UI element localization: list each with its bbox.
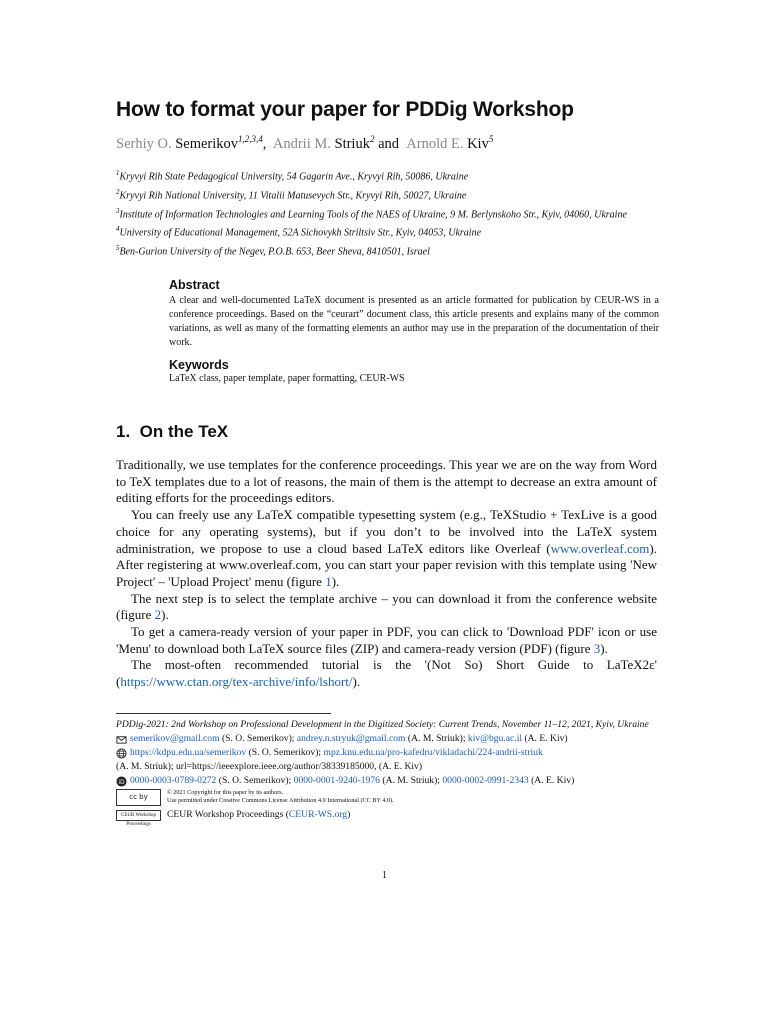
keywords-text: LaTeX class, paper template, paper formatting, CEUR-WS (169, 373, 405, 384)
figure-3-ref[interactable]: 3 (593, 640, 601, 656)
lshort-link[interactable]: https://www.ctan.org/tex-archive/info/lshort/ (120, 674, 353, 690)
affiliation-4: $^4$University of Educational Management, 52A Sichovykh Striltsiv Str., Kyiv, 04053, Ukraine (116, 225, 482, 239)
email-link-1[interactable]: semerikov@gmail.com (130, 733, 220, 744)
author-1: Serhiy O. Semerikov$^{1,2,3,4}$ (116, 134, 263, 152)
email-icon (116, 734, 127, 745)
web-link-1[interactable]: https://kdpu.edu.ua/semerikov (130, 747, 247, 758)
figure-2-ref[interactable]: 2 (154, 607, 162, 623)
email-link-2[interactable]: andrey.n.stryuk@gmail.com (296, 733, 406, 744)
email-link-3[interactable]: kiv@bgu.ac.il (467, 733, 523, 744)
ceur-logo: CEUR Workshop Proceedings (116, 810, 161, 821)
author-list: Serhiy O. Semerikov$^{1,2,3,4}$, Andrii M. Striuk$^2$ and Arnold E. Kiv$^5$ (116, 134, 494, 152)
abstract-text: A clear and well-documented LaTeX document is presented as an article formatted for publication by CEUR-WS in a conference proceedings. Based on the “ceurart” document class, this article presents and explains many of the common variations, as well as many of the formatting elements an author may use in the preparation of the documentation of their work. (169, 295, 659, 348)
affiliation-5: $^5$Ben-Gurion University of the Negev, P.O.B. 653, Beer Sheva, 8410501, Israel (116, 244, 430, 258)
web-row: https://kdpu.edu.ua/semerikov (S. O. Semerikov); mpz.knu.edu.ua/pro-kafedru/vikladachi/224-andrii-striuk (116, 746, 661, 760)
affiliation-3: $^3$Institute of Information Technologies and Learning Tools of the NAES of Ukraine, 9 M. Berlynskoho Str., Kyiv, 04060, Ukraine (116, 206, 627, 220)
email-row: semerikov@gmail.com (S. O. Semerikov); andrey.n.stryuk@gmail.com (A. M. Striuk); kiv@bgu.ac.il (A. E. Kiv) (116, 732, 661, 746)
abstract-heading: Abstract (169, 278, 220, 292)
cc-by-badge: cc by (116, 789, 161, 806)
paragraph-5: The most-often recommended tutorial is the '(Not So) Short Guide to LaTeX2ε' (https://www.ctan.org/tex-archive/info/lshort/). (116, 657, 657, 690)
orcid-link-3[interactable]: 0000-0002-0991-2343 (442, 775, 529, 786)
author-3: Arnold E. Kiv$^5$ (406, 134, 494, 152)
affiliation-1: $^1$Kryvyi Rih State Pedagogical University, 54 Gagarin Ave., Kryvyi Rih, 50086, Ukraine (116, 169, 469, 183)
svg-text:iD: iD (118, 778, 125, 786)
orcid-link-1[interactable]: 0000-0003-0789-0272 (130, 775, 217, 786)
section-heading: 1. On the TeX (116, 422, 229, 441)
license-row (116, 789, 661, 806)
paragraph-4: To get a camera-ready version of your paper in PDF, you can click to 'Download PDF' icon or use 'Menu' to download both LaTeX source files (ZIP) and camera-ready version (PDF) (figure 3). (116, 624, 657, 656)
web-link-2[interactable]: mpz.knu.edu.ua/pro-kafedru/vikladachi/224-andrii-striuk (323, 747, 543, 758)
footnote (116, 718, 661, 827)
keywords-heading: Keywords (169, 358, 229, 372)
orcid-icon (116, 776, 127, 787)
affiliations (116, 166, 661, 260)
orcid-link-2[interactable]: 0000-0001-9240-1976 (293, 775, 380, 786)
body-text (116, 457, 657, 691)
page-number: 1 (382, 870, 387, 881)
globe-icon (116, 748, 127, 759)
affiliation-2: $^2$Kryvyi Rih National University, 11 Vitalii Matusevych Str., Kryvyi Rih, 50027, Ukraine (116, 187, 467, 202)
paragraph-1: Traditionally, we use templates for the conference proceedings. This year we are on the way from Word to TeX templates due to a lot of reasons, the main of them is the attempt to decrease an extra amount of editing efforts for the proceedings editors. (116, 457, 657, 506)
keywords-block (169, 358, 659, 384)
figure-1-ref[interactable]: 1 (325, 573, 332, 589)
orcid-row: iD 0000-0003-0789-0272 (S. O. Semerikov); 0000-0001-9240-1976 (A. M. Striuk); 0000-0002-0991-2343 (A. E. Kiv) (116, 774, 661, 788)
paper-title: How to format your paper for PDDig Workshop (116, 98, 574, 121)
license-text: © 2021 Copyright for this paper by its authors. Use permitted under Creative Commons License Attribution 4.0 International (CC BY 4.0). (167, 789, 394, 804)
abstract-block (169, 278, 659, 384)
ceur-link[interactable]: CEUR-WS.org (288, 809, 348, 820)
author-2: Andrii M. Striuk$^2$ (272, 134, 375, 152)
paragraph-2: You can freely use any LaTeX compatible typesetting system (e.g., TeXStudio + TexLive is a good choice for any operating systems), but if you don’t to be involved into the LaTeX system administration, we propose to use a cloud based LaTeX editors like Overleaf (www.overleaf.com). After registering at www.overleaf.com, you can start your paper revision with this template using 'New Project' – 'Upload Project' menu (figure 1). (116, 507, 657, 589)
overleaf-link[interactable]: www.overleaf.com (550, 540, 650, 556)
footnote-rule (116, 713, 331, 714)
web-row-2: (A. M. Striuk); url=https://ieeexplore.ieee.org/author/38339185000, (A. E. Kiv) (116, 761, 423, 772)
ceur-row: CEUR Workshop Proceedings CEUR Workshop Proceedings ( CEUR-WS.org ) (116, 808, 661, 822)
paragraph-3: The next step is to select the template archive – you can download it from the conference website (figure 2). (116, 590, 657, 623)
event-note: PDDig-2021: 2nd Workshop on Professional Development in the Digitized Society: Current Trends, November 11–12, 2021, Kyiv, Ukraine (116, 719, 649, 730)
